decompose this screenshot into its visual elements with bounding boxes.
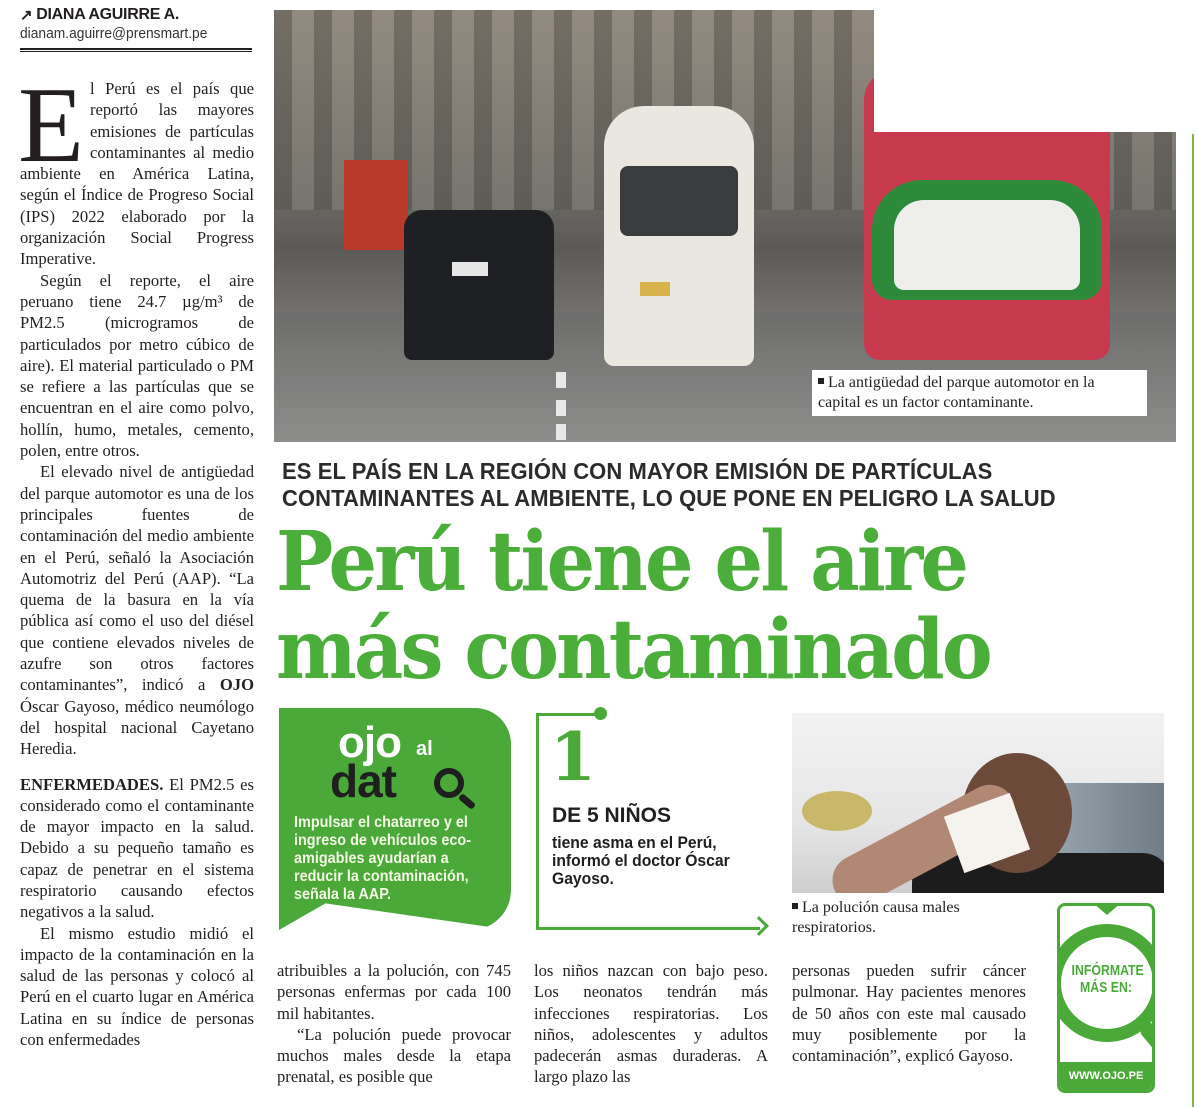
dot-icon: [594, 707, 607, 720]
fire-truck: [344, 160, 408, 250]
author-email[interactable]: dianam.aguirre@prensmart.pe: [20, 25, 208, 42]
paragraph-pm25: Según el reporte, el aire peruano tiene 24.7 µg/m³ de PM2.5 (microgramos de particulados por metro cúbico de aire). El material particulado o PM se refiere a las partículas que se encuentran en el aire como polvo, hollín, humo, metales, cemento, polen, entre otros.: [20, 270, 254, 461]
stat-number: 1: [550, 718, 596, 796]
article-body-left: [18, 66, 254, 1050]
column-divider: [1192, 134, 1194, 1107]
stat-label: DE 5 NIÑOS: [552, 804, 672, 827]
intro-paragraph: El Perú es el país que reportó las mayores emisiones de partículas contaminantes al medio ambiente en América Latina, según el Índice de Progreso Social (IPS) 2022 elaborado por la organización Social Progress Imperative.: [18, 66, 254, 269]
byline-divider: [20, 48, 252, 52]
magnifier-icon: [434, 768, 464, 798]
paragraph-aap: El elevado nivel de antigüedad del parque automotor es una de los principales fuentes de contaminación del medio ambiente en el Perú, señaló la Asociación Automotriz del Perú (AAP). “La quema de la basura en la vía pública así como el uso del diésel que contiene elevados niveles de azufre son otros factores contaminantes”, indicó a OJO Óscar Gayoso, médico neumólogo del hospital nacional Cayetano Heredia.: [20, 462, 254, 759]
byline: [20, 6, 252, 52]
website-link[interactable]: WWW.OJO.PE: [1060, 1062, 1152, 1090]
subheadline: ES EL PAÍS EN LA REGIÓN CON MAYOR EMISIÓN DE PARTÍCULAS CONTAMINANTES AL AMBIENTE, LO QUE PONE EN PELIGRO LA SALUD: [282, 458, 1056, 511]
photo-caption: La antigüedad del parque automotor en la capital es un factor contaminante.: [812, 370, 1147, 416]
author-name: [20, 6, 252, 24]
bullet-icon: [792, 903, 798, 909]
black-car: [404, 210, 554, 360]
paragraph-study: El mismo estudio midió el impacto de la contaminación en la salud de las personas y colocó al Perú en el cuarto lugar en América Latina en su índice de personas con enfermedades: [20, 923, 254, 1050]
woman-tissue-photo: [792, 713, 1164, 893]
section-kicker: ENFERMEDADES.: [20, 774, 164, 794]
ojo-al-dato-text: Impulsar el chatarreo y el ingreso de vehículos eco-amigables ayudarían a reducir la contaminación, señala la AAP.: [294, 814, 472, 903]
white-van: [604, 106, 754, 366]
article-body-col3: los niños nazcan con bajo peso. Los neonatos tendrán más infecciones respiratorias. Los niños, adolescentes y adultos padecerán asmas duraderas. A largo plazo las: [534, 961, 768, 1087]
drop-cap: E: [18, 66, 84, 185]
headline: Perú tiene el aire más contaminado: [276, 514, 990, 698]
author-label: DIANA AGUIRRE A.: [36, 6, 180, 23]
informate-badge[interactable]: INFÓRMATE MÁS EN: WWW.OJO.PE: [1057, 903, 1155, 1093]
stat-description: tiene asma en el Perú, informó el doctor Óscar Gayoso.: [552, 834, 730, 888]
stat-frame: [536, 713, 539, 930]
photo-caption-2: La polución causa males respiratorios.: [792, 899, 960, 936]
arrow-right-icon: [749, 916, 769, 936]
article-body-col4: personas pueden sufrir cáncer pulmonar. Hay pacientes menores de 50 años con este mal causado muy posiblemente por la contaminación”, explicó Gayoso.: [792, 961, 1026, 1066]
bullet-icon: [818, 378, 824, 384]
paragraph-enfermedades: ENFERMEDADES. El PM2.5 es considerado como el contaminante de mayor impacto en la salud. Debido a su pequeño tamaño es capaz de penetrar en el sistema respiratorio causando efectos negativos a la salud.: [20, 774, 254, 922]
arrow-icon: ↗: [20, 7, 33, 24]
ojo-brand: OJO: [219, 675, 254, 695]
article-body-col2: atribuibles a la polución, con 745 personas enfermas por cada 100 mil habitantes. “La polución puede provocar muchos males desde la etapa prenatal, es posible que: [277, 961, 511, 1087]
